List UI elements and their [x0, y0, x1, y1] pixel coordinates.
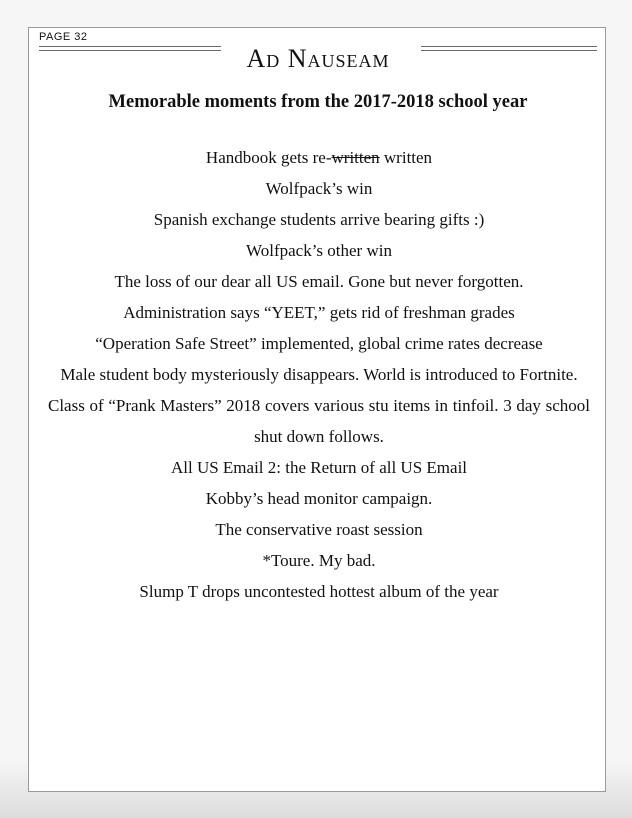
article-title: Memorable moments from the 2017-2018 school year	[108, 92, 528, 112]
moments-list	[48, 142, 590, 607]
list-item: Wolfpack’s win	[265, 179, 373, 198]
list-item: Wolfpack’s other win	[246, 241, 392, 260]
list-item: “Operation Safe Street” implemented, global crime rates decrease	[95, 334, 543, 353]
list-item: Kobby’s head monitor campaign.	[205, 489, 433, 508]
list-item: The conservative roast session	[215, 520, 423, 539]
handbook-suffix: written	[379, 148, 433, 167]
page	[28, 27, 606, 792]
list-item: Spanish exchange students arrive bearing gifts :)	[153, 210, 485, 229]
list-item: Slump T drops uncontested hottest album of the year	[139, 582, 499, 601]
page-number: PAGE 32	[39, 31, 88, 43]
list-item: Class of “Prank Masters” 2018 covers various stu items in tinfoil. 3 day school shut down follows.	[48, 396, 590, 446]
handbook-prefix: Handbook gets re-	[205, 148, 332, 167]
list-item: The loss of our dear all US email. Gone but never forgotten.	[114, 272, 524, 291]
list-item: *Toure. My bad.	[262, 551, 376, 570]
list-item	[48, 142, 590, 173]
list-item: All US Email 2: the Return of all US Email	[170, 458, 468, 477]
list-item: Administration says “YEET,” gets rid of freshman grades	[123, 303, 515, 322]
section-title: Ad Nauseam	[246, 44, 390, 73]
struck-text: written	[331, 148, 380, 167]
list-item: Male student body mysteriously disappears. World is introduced to Fortnite.	[60, 365, 578, 384]
